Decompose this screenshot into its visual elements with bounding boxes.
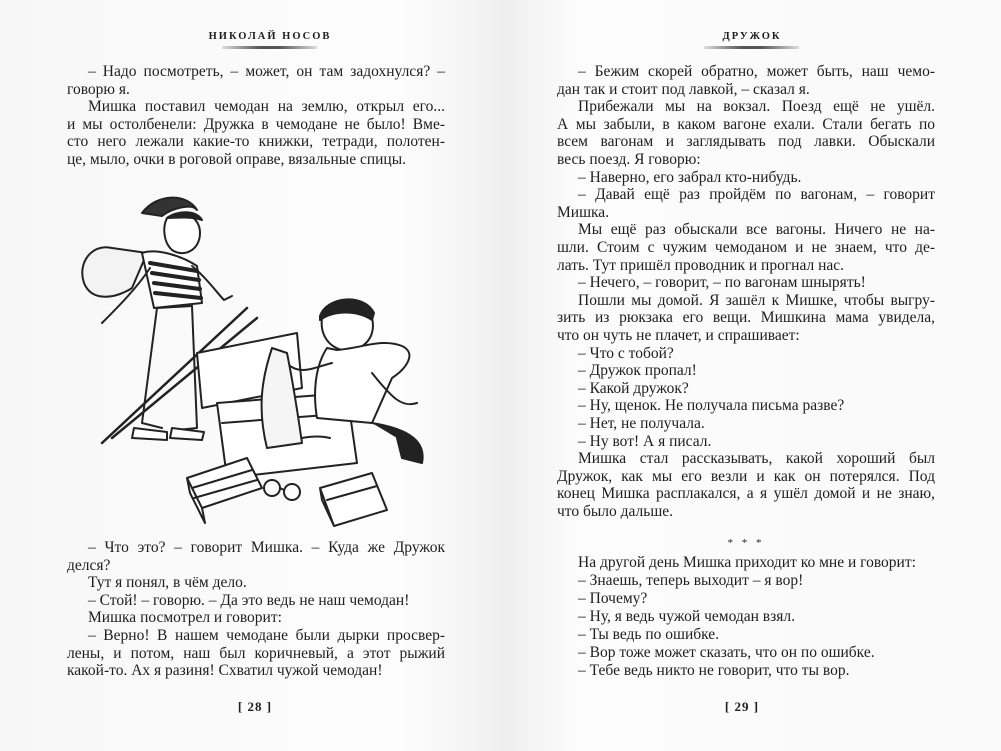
text-line: лать. Тут пришёл проводник и прогнал нас.	[557, 256, 845, 274]
text-line: – Дружок пропал!	[578, 362, 697, 380]
text-line: – Ты ведь по ошибке.	[578, 626, 720, 643]
text-line: Мишка.	[557, 203, 610, 221]
running-head-author: НИКОЛАЙ НОСОВ	[208, 31, 332, 42]
text-line: Пошли мы домой. Я зашёл к Мишке, чтобы выгру-	[578, 291, 935, 309]
page-number: [ 29 ]	[724, 699, 760, 714]
text-line: Мишка посмотрел и говорит:	[88, 609, 282, 627]
left-page	[0, 0, 500, 751]
text-line: – Почему?	[578, 590, 648, 607]
text-line: какой-то. Ах я разиня! Схватил чужой чемодан!	[67, 662, 383, 680]
text-line: что было дальше.	[557, 503, 674, 520]
text-line: На другой день Мишка приходит ко мне и говорит:	[578, 554, 916, 571]
text-line: – Наверно, его забрал кто-нибудь.	[578, 168, 802, 186]
text-line: говорю я.	[67, 80, 130, 98]
text-line: – Бежим скорей обратно, может быть, наш чемо-	[578, 63, 935, 80]
text-line: це, мыло, очки в роговой оправе, вязальные спицы.	[67, 151, 407, 168]
header-rule	[704, 46, 799, 49]
text-line: – Нечего, – говорит, – по вагонам шнырять!	[578, 274, 866, 292]
text-line: – Тебе ведь никто не говорит, что ты вор.	[578, 662, 850, 679]
illustration-boys-with-suitcase	[72, 188, 444, 528]
text-line: и мы остолбенели: Дружка в чемодане не было! Вме-	[67, 115, 445, 133]
text-line: Мишка стал рассказывать, какой хороший был	[578, 450, 935, 468]
text-line: Мишка поставил чемодан на землю, открыл его...	[88, 98, 445, 116]
text-line: дан так и стоит под лавкой, – сказал я.	[557, 80, 810, 98]
text-line: – Надо посмотреть, – может, он там задохнулся? –	[88, 63, 445, 80]
page-number: [ 28 ]	[237, 699, 273, 714]
text-line: лены, и потом, наш был коричневый, а этот рыжий	[67, 644, 445, 662]
text-line: – Ну, я ведь чужой чемодан взял.	[578, 608, 795, 625]
text-line: – Вор тоже может сказать, что он по ошибке.	[578, 644, 875, 661]
text-line: – Что это? – говорит Мишка. – Куда же Дружок	[88, 539, 445, 556]
text-line: сто него лежали какие-то книжки, тетради, полотен-	[67, 133, 445, 151]
running-head-title: ДРУЖОК	[722, 31, 782, 42]
text-line: Прибежали мы на вокзал. Поезд ещё не ушёл.	[578, 98, 935, 116]
text-line: весь поезд. Я говорю:	[557, 151, 701, 168]
text-line: – Стой! – говорю. – Да это ведь не наш чемодан!	[88, 591, 410, 609]
header-rule	[222, 46, 317, 49]
text-line: Дружок, как мы его везли и как он потерялся. Под	[557, 467, 935, 485]
text-line: – Нет, не получала.	[578, 415, 705, 432]
section-separator: * * *	[727, 537, 765, 549]
text-line: – Что с тобой?	[578, 344, 674, 362]
text-line: – Какой дружок?	[578, 379, 689, 397]
text-line: – Давай ещё раз пройдём по вагонам, – говорит	[578, 186, 935, 204]
text-line: конец Мишка расплакался, а я ушёл домой и не знаю,	[557, 485, 935, 503]
text-line: что он чуть не плачет, и спрашивает:	[557, 327, 800, 344]
text-line: делся?	[67, 556, 111, 574]
text-line: Тут я понял, в чём дело.	[88, 574, 247, 592]
text-line: – Верно! В нашем чемодане были дырки просвер-	[88, 627, 445, 644]
text-line: – Ну вот! А я писал.	[578, 432, 712, 450]
text-line: зить из рюкзака его вещи. Мишкина мама увидела,	[557, 309, 935, 327]
text-line: – Знаешь, теперь выходит – я вор!	[578, 572, 804, 589]
text-line: – Ну, щенок. Не получала письма разве?	[578, 397, 845, 415]
right-page	[500, 0, 1001, 751]
text-line: А мы забыли, в каком вагоне ехали. Стали бегать по	[557, 115, 935, 133]
text-line: Мы ещё раз обыскали все вагоны. Ничего не на-	[578, 221, 935, 239]
text-line: всем вагонам и заглядывать под лавки. Обыскали	[557, 133, 935, 151]
text-line: шли. Стоим с чужим чемоданом и не знаем, что де-	[557, 239, 935, 256]
